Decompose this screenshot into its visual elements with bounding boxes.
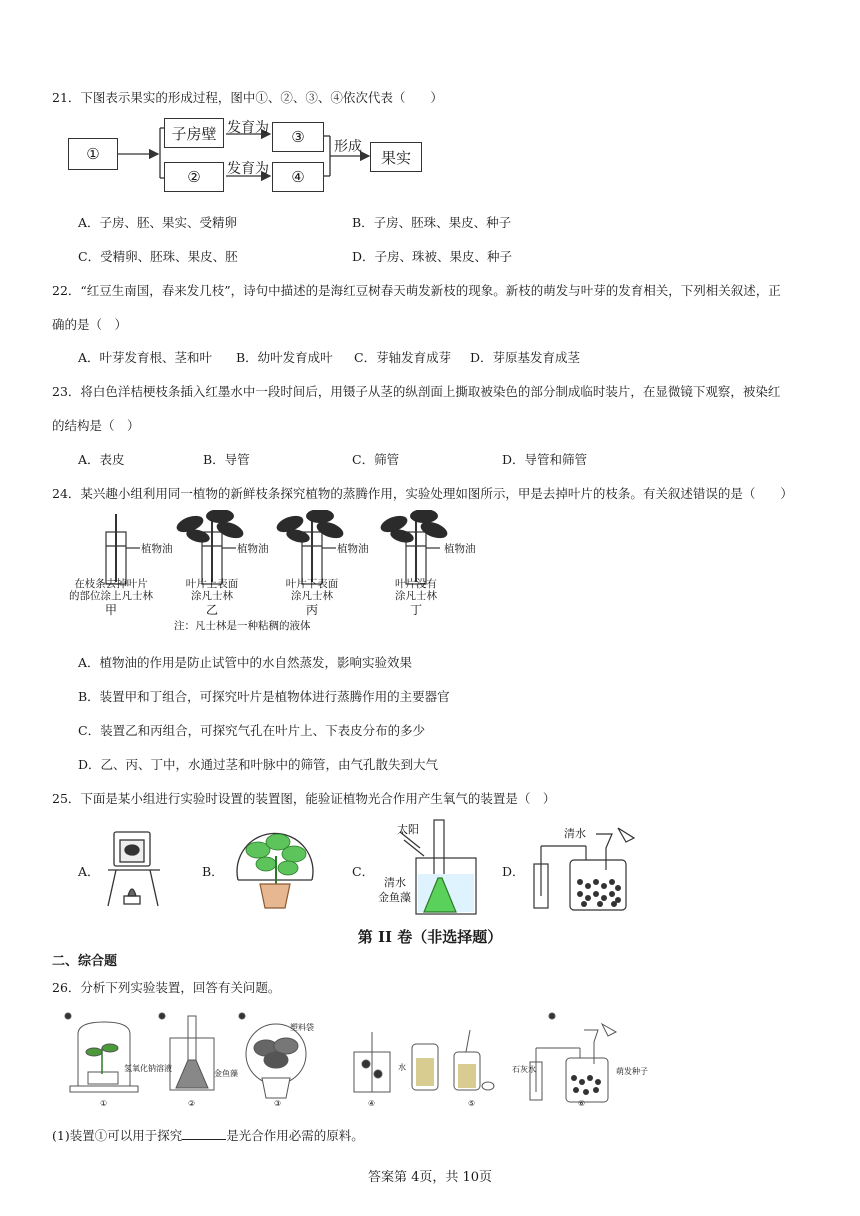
- bing-desc-2: 涂凡士林: [291, 590, 333, 602]
- bing-desc-1: 叶片下表面: [285, 578, 339, 590]
- q25-apparatus-a: [104, 826, 164, 910]
- answer-blank[interactable]: [182, 1127, 226, 1140]
- fig-num-3: ③: [274, 1099, 282, 1108]
- q21-option-c: C．受精卵、胚珠、果皮、胚: [78, 249, 238, 264]
- q22-stem-line2: 确的是（ ）: [52, 317, 128, 332]
- fig-num-1: ①: [100, 1099, 108, 1108]
- box-ovary-wall: 子房壁: [164, 118, 224, 148]
- q22-option-d: D．芽原基发育成茎: [470, 350, 581, 365]
- fig-num-5: ⑤: [468, 1099, 476, 1108]
- fig-num-2: ②: [188, 1099, 196, 1108]
- goldfish-weed-label: 金鱼藻: [378, 891, 411, 904]
- figure-note: 注：凡士林是一种粘稠的液体: [174, 620, 311, 632]
- develop-label-1: 发育为: [227, 120, 269, 136]
- q25-label-c: C．: [352, 864, 375, 879]
- box-fruit: 果实: [370, 142, 422, 172]
- label-jia: 甲: [104, 603, 117, 617]
- q22-option-b: B．幼叶发育成叶: [236, 350, 333, 365]
- q25-label-d: D．: [502, 864, 525, 879]
- sun-label: 太阳: [397, 823, 419, 836]
- form-label: 形成: [334, 139, 362, 155]
- clear-water-label-d: 清水: [564, 827, 586, 840]
- oil-label-jia: 植物油: [141, 543, 173, 555]
- plastic-bag-label: 塑料袋: [290, 1023, 314, 1032]
- yi-desc-1: 叶片上表面: [185, 578, 239, 590]
- label-yi: 乙: [205, 603, 218, 617]
- q25-apparatus-b: [230, 820, 320, 912]
- q23-stem-line1: 23．将白色洋桔梗枝条插入红墨水中一段时间后，用镊子从茎的纵剖面上撕取被染色的部分制成临时装片，在显微镜下观察，被染红: [52, 384, 781, 399]
- q24-option-c: C．装置乙和丙组合，可探究气孔在叶片上、下表皮分布的多少: [78, 723, 426, 738]
- q25-label-a: A．: [78, 864, 100, 879]
- ding-desc-1: 叶片没有: [395, 578, 437, 590]
- q21-option-a: A．子房、胚、果实、受精卵: [78, 215, 238, 230]
- q25-stem: 25．下面是某小组进行实验时设置的装置图，能验证植物光合作用产生氧气的装置是（ ）: [52, 791, 556, 806]
- water-label: 水: [398, 1063, 406, 1072]
- goldfish-weed-label-26: 金鱼藻: [214, 1069, 238, 1078]
- oil-label-yi: 植物油: [237, 543, 269, 555]
- box-1: ①: [68, 138, 118, 170]
- naoh-label: 氢氧化钠溶液: [124, 1064, 172, 1073]
- q21-option-d: D．子房、珠被、果皮、种子: [352, 249, 513, 264]
- q26-stem: 26．分析下列实验装置，回答有关问题。: [52, 980, 281, 995]
- q26-sub1-prefix: (1)装置①可以用于探究: [52, 1128, 183, 1143]
- label-ding: 丁: [409, 603, 422, 617]
- clear-water-label-c: 清水: [384, 876, 406, 889]
- box-2: ②: [164, 162, 224, 192]
- jia-desc-1: 在枝条去掉叶片: [74, 578, 148, 590]
- limewater-label: 石灰水: [512, 1065, 536, 1074]
- section-2-title: 二、综合题: [52, 954, 118, 969]
- part2-title: 第 II 卷（非选择题）: [357, 928, 503, 946]
- q24-option-b: B．装置甲和丁组合，可探究叶片是植物体进行蒸腾作用的主要器官: [78, 689, 450, 704]
- q22-option-c: C．芽轴发育成芽: [354, 350, 452, 365]
- q24-option-d: D．乙、丙、丁中，水通过茎和叶脉中的筛管，由气孔散失到大气: [78, 757, 439, 772]
- q23-option-b: B．导管: [203, 452, 250, 467]
- q24-stem: 24．某兴趣小组利用同一植物的新鲜枝条探究植物的蒸腾作用，实验处理如图所示，甲是去掉叶片的枝条。有关叙述错误的是（ ）: [52, 486, 793, 501]
- box-4: ④: [272, 162, 324, 192]
- page-footer: 答案第 4页，共 10页: [367, 1170, 493, 1185]
- label-bing: 丙: [305, 603, 318, 617]
- q24-figure: [54, 510, 494, 634]
- q23-option-a: A．表皮: [78, 452, 125, 467]
- q23-option-d: D．导管和筛管: [502, 452, 588, 467]
- jia-desc-2: 的部位涂上凡士林: [69, 590, 153, 602]
- q26-sub1-suffix: 是光合作用必需的原料。: [226, 1128, 364, 1143]
- q24-option-a: A．植物油的作用是防止试管中的水自然蒸发，影响实验效果: [78, 655, 413, 670]
- ding-desc-2: 涂凡士林: [395, 590, 437, 602]
- yi-desc-2: 涂凡士林: [191, 590, 233, 602]
- q22-option-a: A．叶芽发育根、茎和叶: [78, 350, 213, 365]
- q25-label-b: B．: [202, 864, 224, 879]
- q26-figure: [54, 1008, 694, 1110]
- q22-stem-line1: 22．“红豆生南国，春来发几枝”，诗句中描述的是海红豆树春天萌发新枝的现象。新枝的萌发与叶芽的发育相关，下列相关叙述，正: [52, 283, 781, 298]
- germinating-seeds-label: 萌发种子: [616, 1067, 648, 1076]
- fig-num-4: ④: [368, 1099, 376, 1108]
- q21-diagram: [66, 116, 426, 192]
- oil-label-bing: 植物油: [337, 543, 369, 555]
- q21-option-b: B．子房、胚珠、果皮、种子: [352, 215, 512, 230]
- q21-stem: 21．下图表示果实的形成过程，图中①、②、③、④依次代表（ ）: [52, 90, 443, 105]
- develop-label-2: 发育为: [227, 161, 269, 177]
- q23-option-c: C．筛管: [352, 452, 400, 467]
- fig-num-6: ⑥: [578, 1099, 586, 1108]
- box-3: ③: [272, 122, 324, 152]
- q23-stem-line2: 的结构是（ ）: [52, 418, 140, 433]
- oil-label-ding: 植物油: [444, 543, 476, 555]
- q26-sub1: [52, 1126, 364, 1144]
